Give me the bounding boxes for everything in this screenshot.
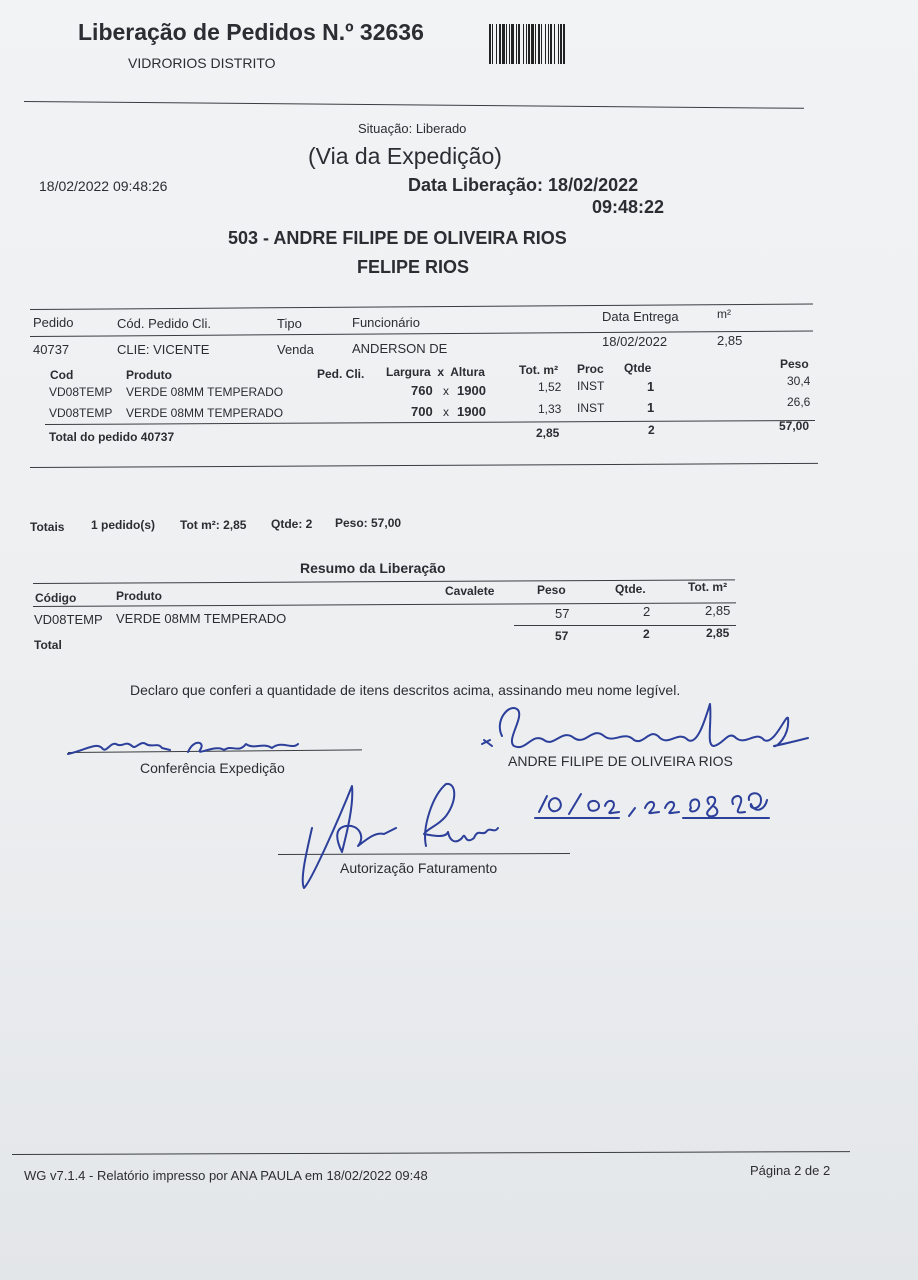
summary-col-produto: Produto — [116, 589, 162, 603]
item-col-peso: Peso — [780, 357, 809, 371]
summary-header-rule — [33, 602, 736, 607]
summary-qtde: 2 — [643, 604, 651, 619]
totals-qtde: Qtde: 2 — [271, 517, 313, 531]
status-label: Situação: Liberado — [358, 121, 467, 136]
order-m2: 2,85 — [717, 333, 743, 348]
summary-tot-m2: 2,85 — [705, 603, 731, 618]
order-funcionario: ANDERSON DE — [352, 341, 448, 356]
item-largura: 700 — [411, 404, 433, 419]
summary-col-cavalete: Cavalete — [445, 584, 495, 598]
order-pedido: 40737 — [33, 342, 70, 357]
summary-total-rule — [514, 625, 736, 626]
item-col-ped-cli: Ped. Cli. — [317, 367, 365, 381]
order-total-label: Total do pedido 40737 — [49, 430, 175, 444]
document-title: Liberação de Pedidos N.º 32636 — [78, 19, 424, 45]
summary-total-qtde: 2 — [643, 627, 650, 641]
item-produto: VERDE 08MM TEMPERADO — [126, 385, 284, 399]
item-col-cod: Cod — [50, 368, 74, 382]
item-col-proc: Proc — [577, 362, 604, 376]
order-bottom-rule — [30, 463, 818, 468]
item-peso: 30,4 — [787, 374, 811, 388]
summary-col-codigo: Código — [35, 591, 77, 605]
conferencia-label: Conferência Expedição — [140, 760, 285, 776]
client-signature-label: ANDRE FILIPE DE OLIVEIRA RIOS — [508, 753, 733, 769]
release-time: 09:48:22 — [592, 197, 665, 217]
summary-title: Resumo da Liberação — [300, 560, 446, 576]
page-number: Página 2 de 2 — [750, 1163, 831, 1178]
barcode-bar — [565, 24, 568, 64]
col-funcionario: Funcionário — [352, 315, 420, 330]
summary-peso: 57 — [555, 606, 570, 621]
summary-col-tot-m2: Tot. m² — [688, 580, 728, 594]
client-name: 503 - ANDRE FILIPE DE OLIVEIRA RIOS — [228, 228, 567, 248]
via-label: (Via da Expedição) — [308, 143, 502, 169]
summary-total-peso: 57 — [555, 629, 569, 643]
col-pedido: Pedido — [33, 315, 74, 330]
col-data-entrega: Data Entrega — [602, 309, 679, 324]
item-cod: VD08TEMP — [49, 406, 113, 420]
autorizacao-signature — [296, 776, 506, 894]
client-signature — [474, 696, 810, 762]
col-cod-cli: Cód. Pedido Cli. — [117, 316, 211, 331]
autorizacao-label: Autorização Faturamento — [340, 860, 498, 876]
order-total-m2: 2,85 — [536, 426, 560, 440]
item-peso: 26,6 — [787, 395, 811, 409]
conferencia-signature — [66, 728, 306, 762]
handwritten-date — [533, 786, 773, 822]
summary-codigo: VD08TEMP — [34, 612, 103, 627]
col-m2: m² — [717, 307, 731, 321]
printed-datetime: 18/02/2022 09:48:26 — [39, 178, 168, 194]
order-top-rule — [30, 304, 813, 310]
item-produto: VERDE 08MM TEMPERADO — [126, 406, 284, 420]
summary-produto: VERDE 08MM TEMPERADO — [116, 611, 287, 626]
item-col-produto: Produto — [126, 368, 172, 382]
order-header-rule — [30, 331, 813, 337]
footer-print-info: WG v7.1.4 - Relatório impresso por ANA PAULA em 18/02/2022 09:48 — [24, 1168, 428, 1183]
item-altura: 1900 — [457, 383, 486, 398]
item-proc: INST — [577, 379, 605, 393]
barcode — [489, 24, 625, 64]
footer-rule — [12, 1151, 850, 1155]
item-col-qtde: Qtde — [624, 361, 652, 375]
item-tot-m2: 1,33 — [538, 402, 562, 416]
item-x: x — [443, 384, 449, 398]
order-total-rule — [45, 420, 815, 425]
totals-m2: Tot m²: 2,85 — [180, 518, 247, 532]
item-col-tot-m2: Tot. m² — [519, 363, 559, 377]
item-cod: VD08TEMP — [49, 385, 113, 399]
summary-col-qtde: Qtde. — [615, 582, 646, 596]
item-proc: INST — [577, 401, 605, 415]
release-date: Data Liberação: 18/02/2022 — [408, 175, 639, 195]
order-data-entrega: 18/02/2022 — [602, 334, 668, 349]
item-qtde: 1 — [647, 400, 655, 415]
totals-peso: Peso: 57,00 — [335, 516, 402, 530]
order-cod-cli: CLIE: VICENTE — [117, 342, 210, 357]
company-name: VIDRORIOS DISTRITO — [128, 55, 276, 71]
totals-pedidos: 1 pedido(s) — [91, 518, 156, 532]
declaration-text: Declaro que conferi a quantidade de itens descritos acima, assinando meu nome legível. — [130, 682, 681, 698]
item-col-dims: Largura x Altura — [386, 365, 485, 379]
item-altura: 1900 — [457, 404, 486, 419]
item-x: x — [443, 405, 449, 419]
order-total-peso: 57,00 — [779, 419, 810, 433]
header-divider — [24, 101, 804, 109]
client-nickname: FELIPE RIOS — [357, 257, 470, 277]
order-total-qtde: 2 — [648, 423, 655, 437]
order-tipo: Venda — [277, 342, 314, 357]
item-qtde: 1 — [647, 379, 655, 394]
summary-col-peso: Peso — [537, 583, 566, 597]
summary-total-label: Total — [34, 638, 62, 652]
summary-total-m2: 2,85 — [706, 626, 730, 640]
item-largura: 760 — [411, 383, 433, 398]
totals-label: Totais — [30, 520, 65, 534]
item-tot-m2: 1,52 — [538, 380, 562, 394]
col-tipo: Tipo — [277, 316, 302, 331]
